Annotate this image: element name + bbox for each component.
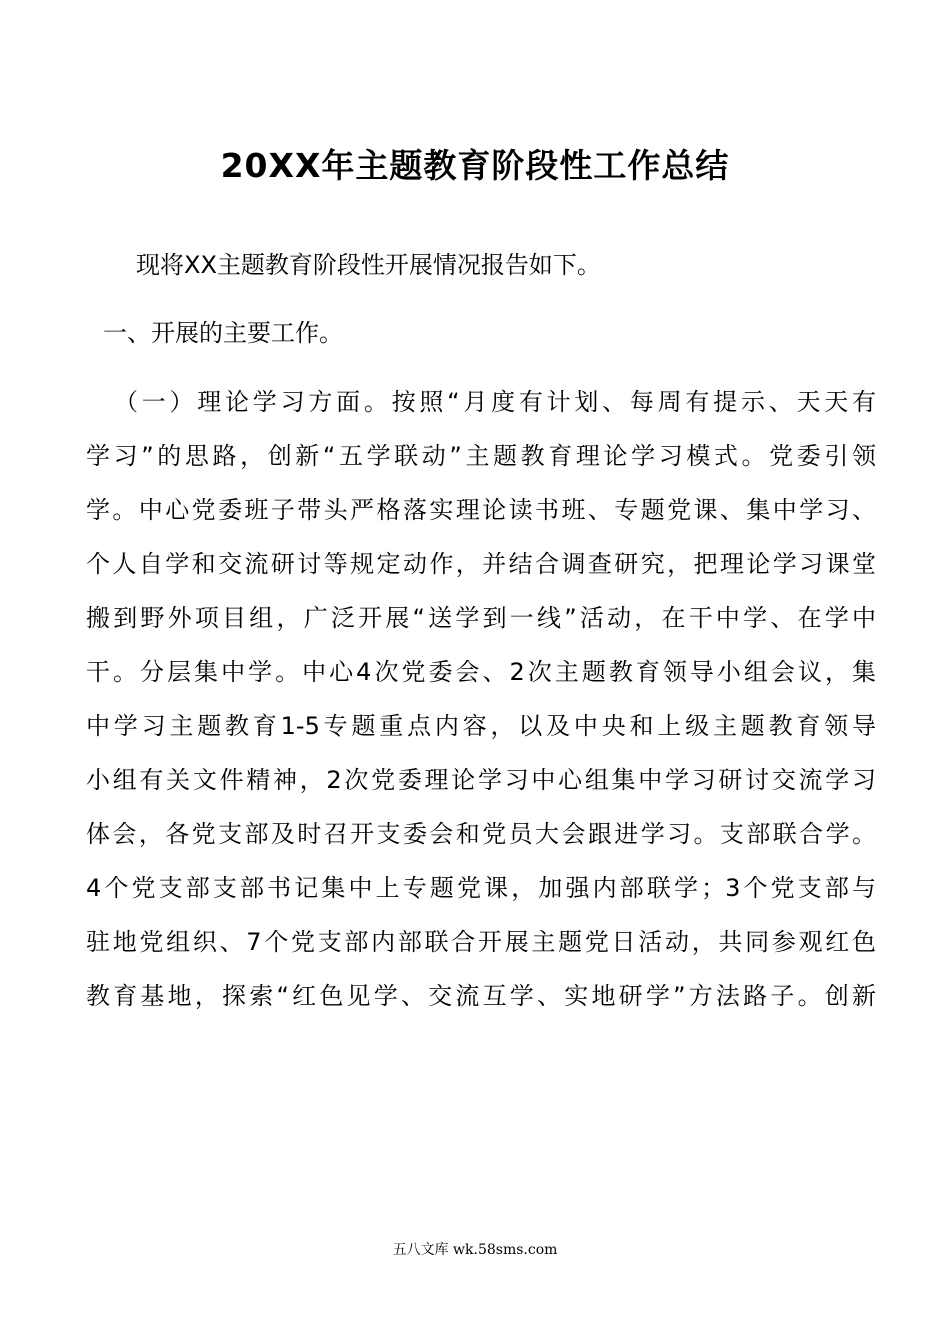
paragraph-line: 教育基地，探索“红色见学、交流互学、实地研学”方法路子。创新	[86, 982, 876, 1010]
footer-watermark: 五八文库 wk.58sms.com	[392, 1242, 558, 1258]
intro-paragraph: 现将XX主题教育阶段性开展情况报告如下。	[136, 251, 601, 279]
paragraph-line: 搬到野外项目组，广泛开展“送学到一线”活动，在干中学、在学中	[86, 604, 876, 632]
paragraph-line: 干。分层集中学。中心4次党委会、2次主题教育领导小组会议，集	[86, 658, 876, 686]
paragraph-line: 个人自学和交流研讨等规定动作，并结合调查研究，把理论学习课堂	[86, 550, 876, 578]
paragraph-line: 驻地党组织、7个党支部内部联合开展主题党日活动，共同参观红色	[86, 928, 876, 956]
paragraph-line: （一）理论学习方面。按照“月度有计划、每周有提示、天天有	[114, 388, 876, 416]
section-heading: 一、开展的主要工作。	[103, 319, 343, 347]
paragraph-line: 4个党支部支部书记集中上专题党课，加强内部联学；3个党支部与	[86, 874, 876, 902]
paragraph-line: 体会，各党支部及时召开支委会和党员大会跟进学习。支部联合学。	[86, 820, 876, 848]
paragraph-line: 学。中心党委班子带头严格落实理论读书班、专题党课、集中学习、	[86, 496, 876, 524]
body-paragraph	[86, 380, 876, 1028]
document-title: 20XX年主题教育阶段性工作总结	[220, 146, 730, 185]
paragraph-line: 学习”的思路，创新“五学联动”主题教育理论学习模式。党委引领	[86, 442, 876, 470]
paragraph-line: 小组有关文件精神，2次党委理论学习中心组集中学习研讨交流学习	[86, 766, 876, 794]
paragraph-line: 中学习主题教育1-5专题重点内容，以及中央和上级主题教育领导	[86, 712, 876, 740]
